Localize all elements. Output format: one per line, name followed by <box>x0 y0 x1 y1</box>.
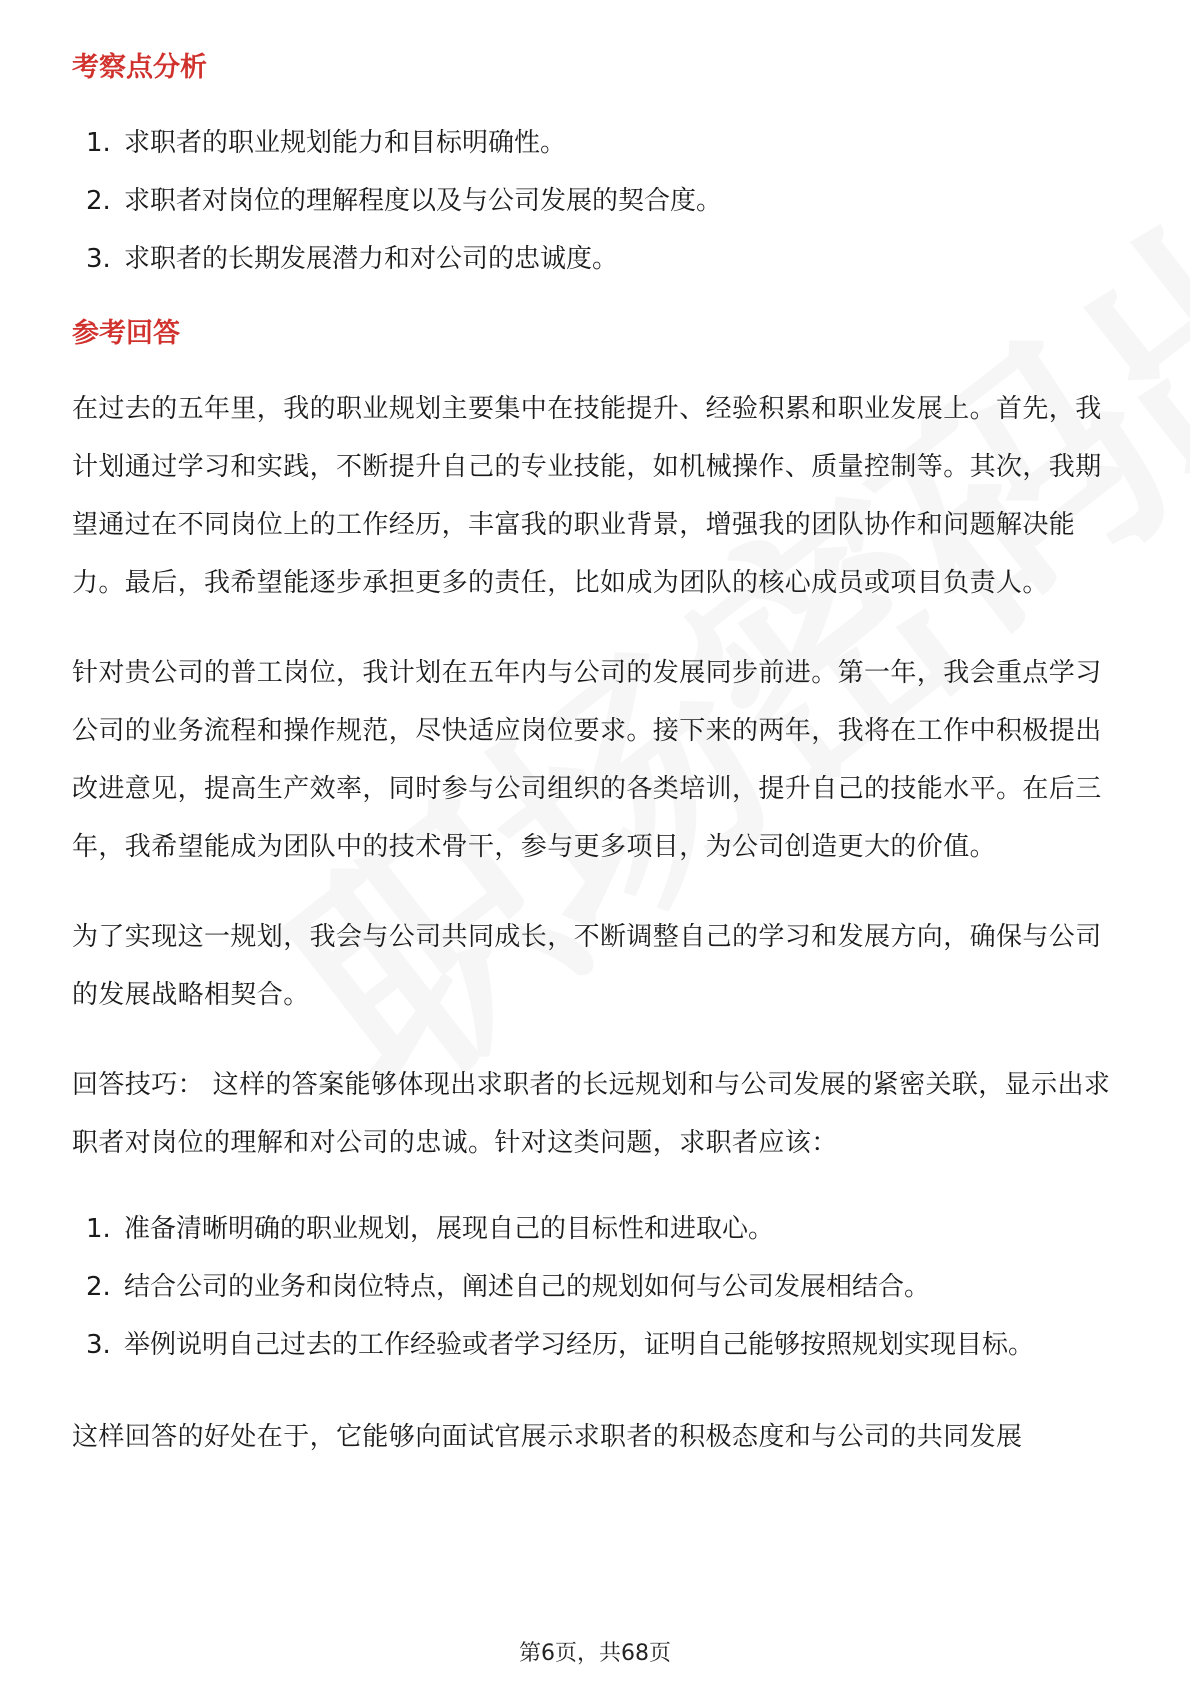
section-heading-answer: 参考回答 <box>72 318 180 349</box>
list-item: 3. 求职者的长期发展潜力和对公司的忠诚度。 <box>86 244 619 274</box>
answer-paragraph-2: 针对贵公司的普工岗位，我计划在五年内与公司的发展同步前进。第一年，我会重点学习公司的业务流程和操作规范，尽快适应岗位要求。接下来的两年，我将在工作中积极提出改进意见，提高生产效率，同时参与公司组织的各类培训，提升自己的技能水平。在后三年，我希望能成为团队中的技术骨干，参与更多项目，为公司创造更大的价值。 <box>72 658 1102 862</box>
list-item: 2. 求职者对岗位的理解程度以及与公司发展的契合度。 <box>86 186 723 216</box>
answer-paragraph-1: 在过去的五年里，我的职业规划主要集中在技能提升、经验积累和职业发展上。首先，我计划通过学习和实践，不断提升自己的专业技能，如机械操作、质量控制等。其次，我期望通过在不同岗位上的工作经历，丰富我的职业背景，增强我的团队协作和问题解决能力。最后，我希望能逐步承担更多的责任，比如成为团队的核心成员或项目负责人。 <box>72 394 1102 598</box>
tips-list <box>72 1200 1120 1374</box>
section-heading-analysis: 考察点分析 <box>72 52 207 83</box>
list-item: 3. 举例说明自己过去的工作经验或者学习经历，证明自己能够按照规划实现目标。 <box>86 1330 1035 1360</box>
answer-paragraph-3: 为了实现这一规划，我会与公司共同成长，不断调整自己的学习和发展方向，确保与公司的发展战略相契合。 <box>72 922 1102 1010</box>
list-item: 2. 结合公司的业务和岗位特点，阐述自己的规划如何与公司发展相结合。 <box>86 1272 931 1302</box>
page-content <box>72 44 1120 1466</box>
answer-tips-intro: 回答技巧： 这样的答案能够体现出求职者的长远规划和与公司发展的紧密关联，显示出求职者对岗位的理解和对公司的忠诚。针对这类问题，求职者应该： <box>72 1070 1111 1158</box>
analysis-list <box>72 114 1120 288</box>
closing-paragraph: 这样回答的好处在于，它能够向面试官展示求职者的积极态度和与公司的共同发展 <box>72 1422 1023 1452</box>
list-item: 1. 求职者的职业规划能力和目标明确性。 <box>86 128 567 158</box>
list-item: 1. 准备清晰明确的职业规划，展现自己的目标性和进取心。 <box>86 1214 775 1244</box>
page-number: 第6页，共68页 <box>519 1641 671 1666</box>
